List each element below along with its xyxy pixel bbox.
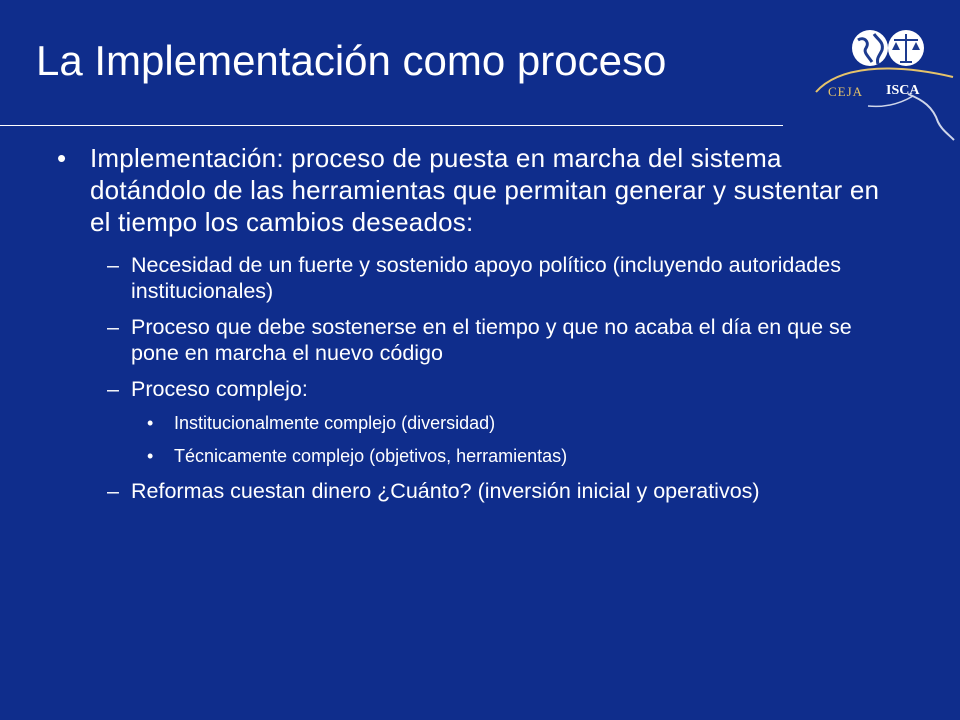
nested-bullet [57,445,887,467]
sub-bullet [57,478,887,504]
main-bullet-text: Implementación: proceso de puesta en marcha del sistema dotándolo de las herramientas que permitan generar y sustentar en el tiempo los cambios deseados: [90,143,880,237]
sub-bullet-text: Proceso complejo: [131,377,308,401]
dash-marker: – [107,479,119,503]
sub-bullet-text: Proceso que debe sostenerse en el tiempo y que no acaba el día en que se pone en marcha el nuevo código [131,315,852,365]
dash-marker: – [107,377,119,401]
nested-bullet-text: Técnicamente complejo (objetivos, herramientas) [174,446,568,466]
slide-body [57,142,887,514]
nested-bullet [57,412,887,434]
sub-bullet [57,252,887,304]
title-underline [0,125,783,126]
logo-isca-text: ISCA [886,83,920,98]
logo-ceja-text: CEJA [828,84,864,99]
globe-scales-icon [808,22,958,142]
ceja-isca-logo [808,22,958,142]
sub-bullet-text: Necesidad de un fuerte y sostenido apoyo político (incluyendo autoridades institucionales) [131,253,841,303]
sub-bullet-text: Reformas cuestan dinero ¿Cuánto? (inversión inicial y operativos) [131,479,760,503]
sub-bullet [57,314,887,366]
sub-bullet [57,376,887,402]
main-bullet [57,142,887,238]
bullet-marker: • [57,143,67,173]
dash-marker: – [107,253,119,277]
bullet-marker: • [147,446,154,466]
bullet-marker: • [147,413,154,433]
slide-title: La Implementación como proceso [36,37,667,84]
dash-marker: – [107,315,119,339]
nested-bullet-text: Institucionalmente complejo (diversidad) [174,413,496,433]
